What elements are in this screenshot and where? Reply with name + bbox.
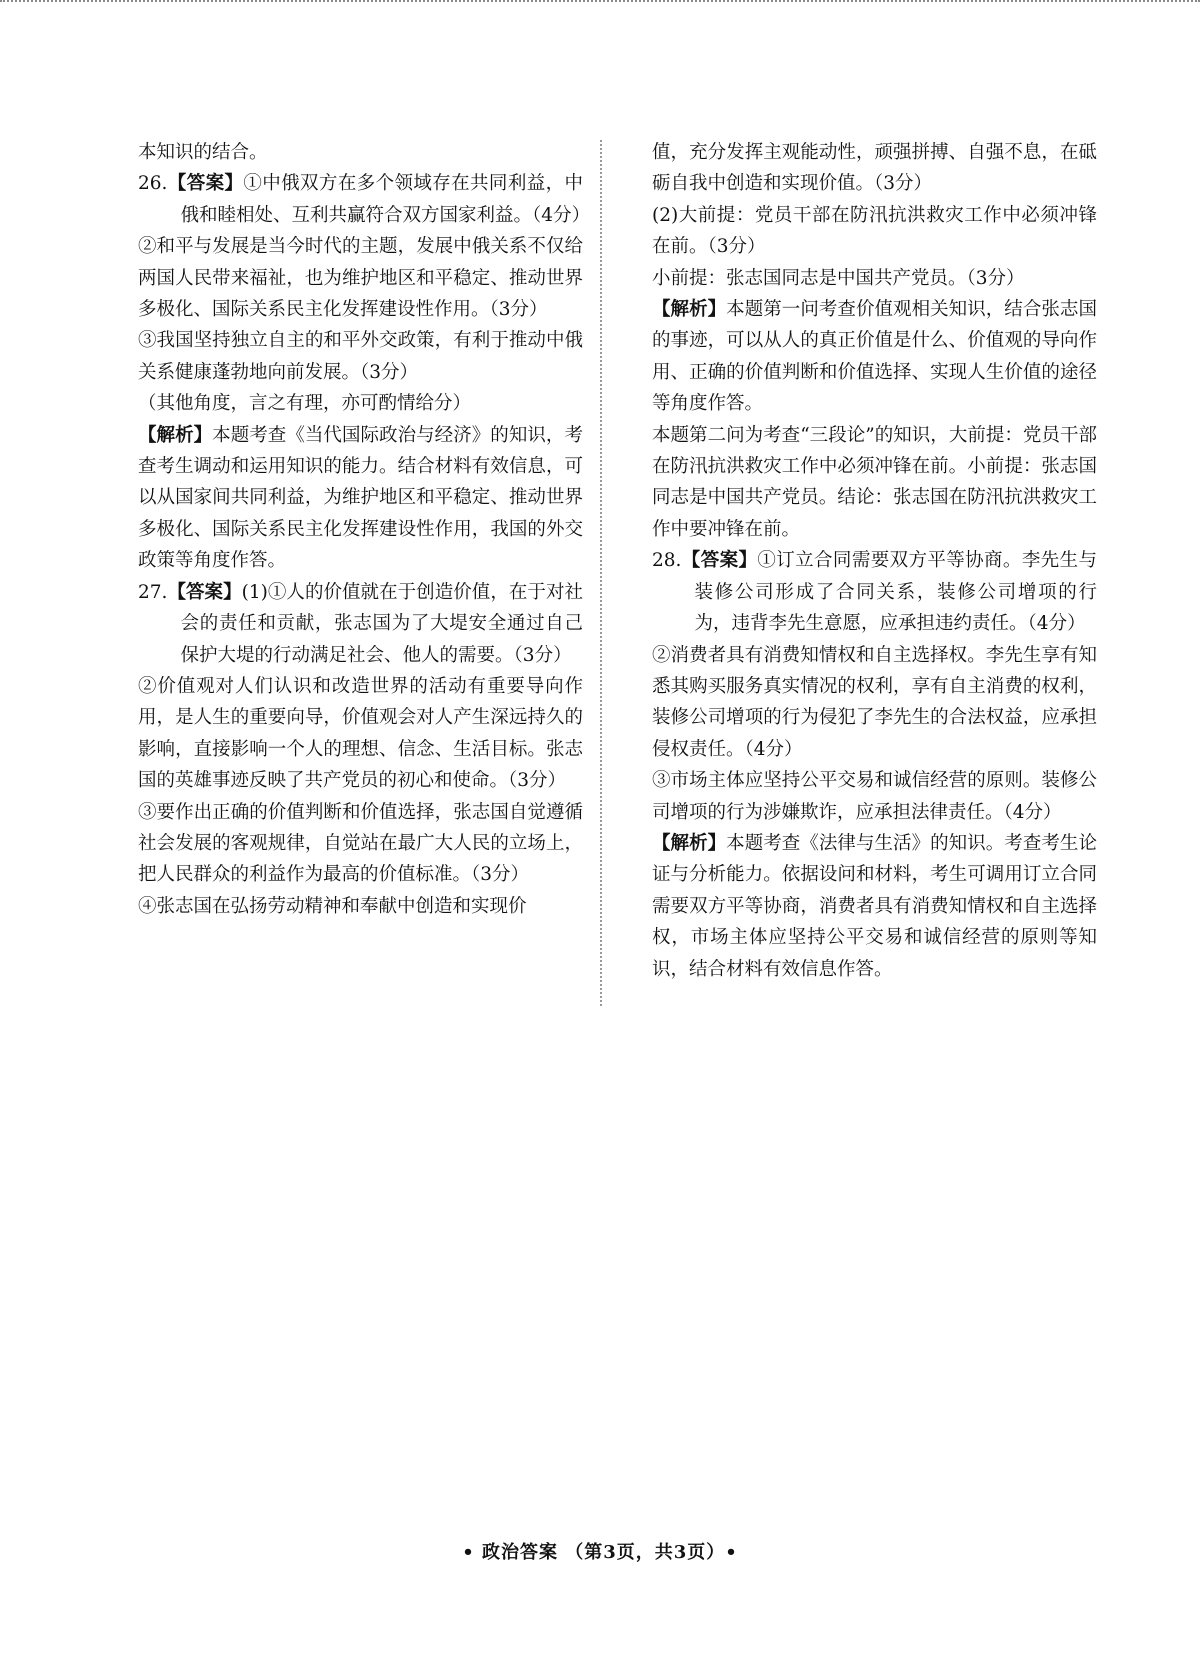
paragraph: ③市场主体应坚持公平交易和诚信经营的原则。装修公司增项的行为涉嫌欺诈，应承担法律责任。（4分） [652, 770, 1097, 823]
page-footer: • 政治答案 （第3页，共3页）• [462, 1542, 738, 1563]
analysis-26 [138, 420, 583, 577]
answer-text: ①中俄双方在多个领域存在共同利益，中俄和睦相处、互利共赢符合双方国家利益。（4分） [180, 173, 591, 226]
paragraph: ③我国坚持独立自主的和平外交政策，有利于推动中俄关系健康蓬勃地向前发展。（3分） [138, 330, 583, 383]
paragraph: ④张志国在弘扬劳动精神和奉献中创造和实现价 [138, 895, 527, 917]
paragraph: 值，充分发挥主观能动性，顽强拼搏、自强不息，在砥砺自我中创造和实现价值。（3分） [652, 142, 1097, 195]
paragraph: ②价值观对人们认识和改造世界的活动有重要导向作用，是人生的重要向导，价值观会对人产生深远持久的影响，直接影响一个人的理想、信念、生活目标。张志国的英雄事迹反映了共产党员的初心和使命。（3分） [138, 675, 583, 792]
analysis-28 [652, 828, 1097, 985]
analysis-label: 【解析】 [138, 424, 213, 446]
answer-text: (1)①人的价值就在于创造价值，在于对社会的责任和贡献，张志国为了大堤安全通过自己保护大堤的行动满足社会、他人的需要。（3分） [180, 581, 583, 666]
answer-label: 【答案】 [167, 581, 242, 603]
column-divider [600, 140, 602, 1006]
paragraph: ③要作出正确的价值判断和价值选择，张志国自觉遵循社会发展的客观规律，自觉站在最广大人民的立场上，把人民群众的利益作为最高的价值标准。（3分） [138, 801, 583, 886]
answer-26 [138, 168, 591, 231]
question-number: 27. [138, 581, 168, 603]
answer-28 [652, 545, 1097, 639]
analysis-text: 本题考查《法律与生活》的知识。考查考生论证与分析能力。依据设问和材料，考生可调用订立合同需要双方平等协商，消费者具有消费知情权和自主选择权，市场主体应坚持公平交易和诚信经营的原则等知识，结合材料有效信息作答。 [652, 832, 1097, 980]
analysis-label: 【解析】 [652, 832, 727, 854]
right-column [652, 137, 1097, 985]
answer-27 [138, 577, 583, 671]
question-number: 28. [652, 550, 682, 572]
question-number: 26. [138, 173, 168, 195]
analysis-text: 本题考查《当代国际政治与经济》的知识，考查考生调动和运用知识的能力。结合材料有效信息，可以从国家间共同利益，为维护地区和平稳定、推动世界多极化、国际关系民主化发挥建设性作用，我国的外交政策等角度作答。 [138, 424, 583, 572]
top-border-line [0, 0, 1200, 2]
answer-label: 【答案】 [681, 550, 758, 572]
paragraph: ②和平与发展是当今时代的主题，发展中俄关系不仅给两国人民带来福祉，也为维护地区和平稳定、推动世界多极化、国际关系民主化发挥建设性作用。（3分） [138, 236, 583, 321]
answer-label: 【答案】 [167, 173, 244, 195]
analysis-27 [652, 294, 1097, 420]
analysis-text: 本题第一问考查价值观相关知识，结合张志国的事迹，可以从人的真正价值是什么、价值观的导向作用、正确的价值判断和价值选择、实现人生价值的途径等角度作答。 [652, 299, 1097, 415]
paragraph: 本知识的结合。 [138, 142, 268, 163]
paragraph: (2)大前提：党员干部在防汛抗洪救灾工作中必须冲锋在前。（3分） [652, 204, 1097, 258]
paragraph: 小前提：张志国同志是中国共产党员。（3分） [652, 267, 1025, 289]
paragraph: ②消费者具有消费知情权和自主选择权。李先生享有知悉其购买服务真实情况的权利，享有自主消费的权利，装修公司增项的行为侵犯了李先生的合法权益，应承担侵权责任。（4分） [652, 644, 1097, 760]
left-column [138, 137, 591, 922]
paragraph: （其他角度，言之有理，亦可酌情给分） [138, 393, 472, 415]
analysis-label: 【解析】 [652, 299, 727, 321]
answer-text: ①订立合同需要双方平等协商。李先生与装修公司形成了合同关系，装修公司增项的行为，违背李先生意愿，应承担违约责任。（4分） [694, 550, 1097, 635]
paragraph: 本题第二问为考查“三段论”的知识，大前提：党员干部在防汛抗洪救灾工作中必须冲锋在前。小前提：张志国同志是中国共产党员。结论：张志国在防汛抗洪救灾工作中要冲锋在前。 [652, 424, 1097, 540]
